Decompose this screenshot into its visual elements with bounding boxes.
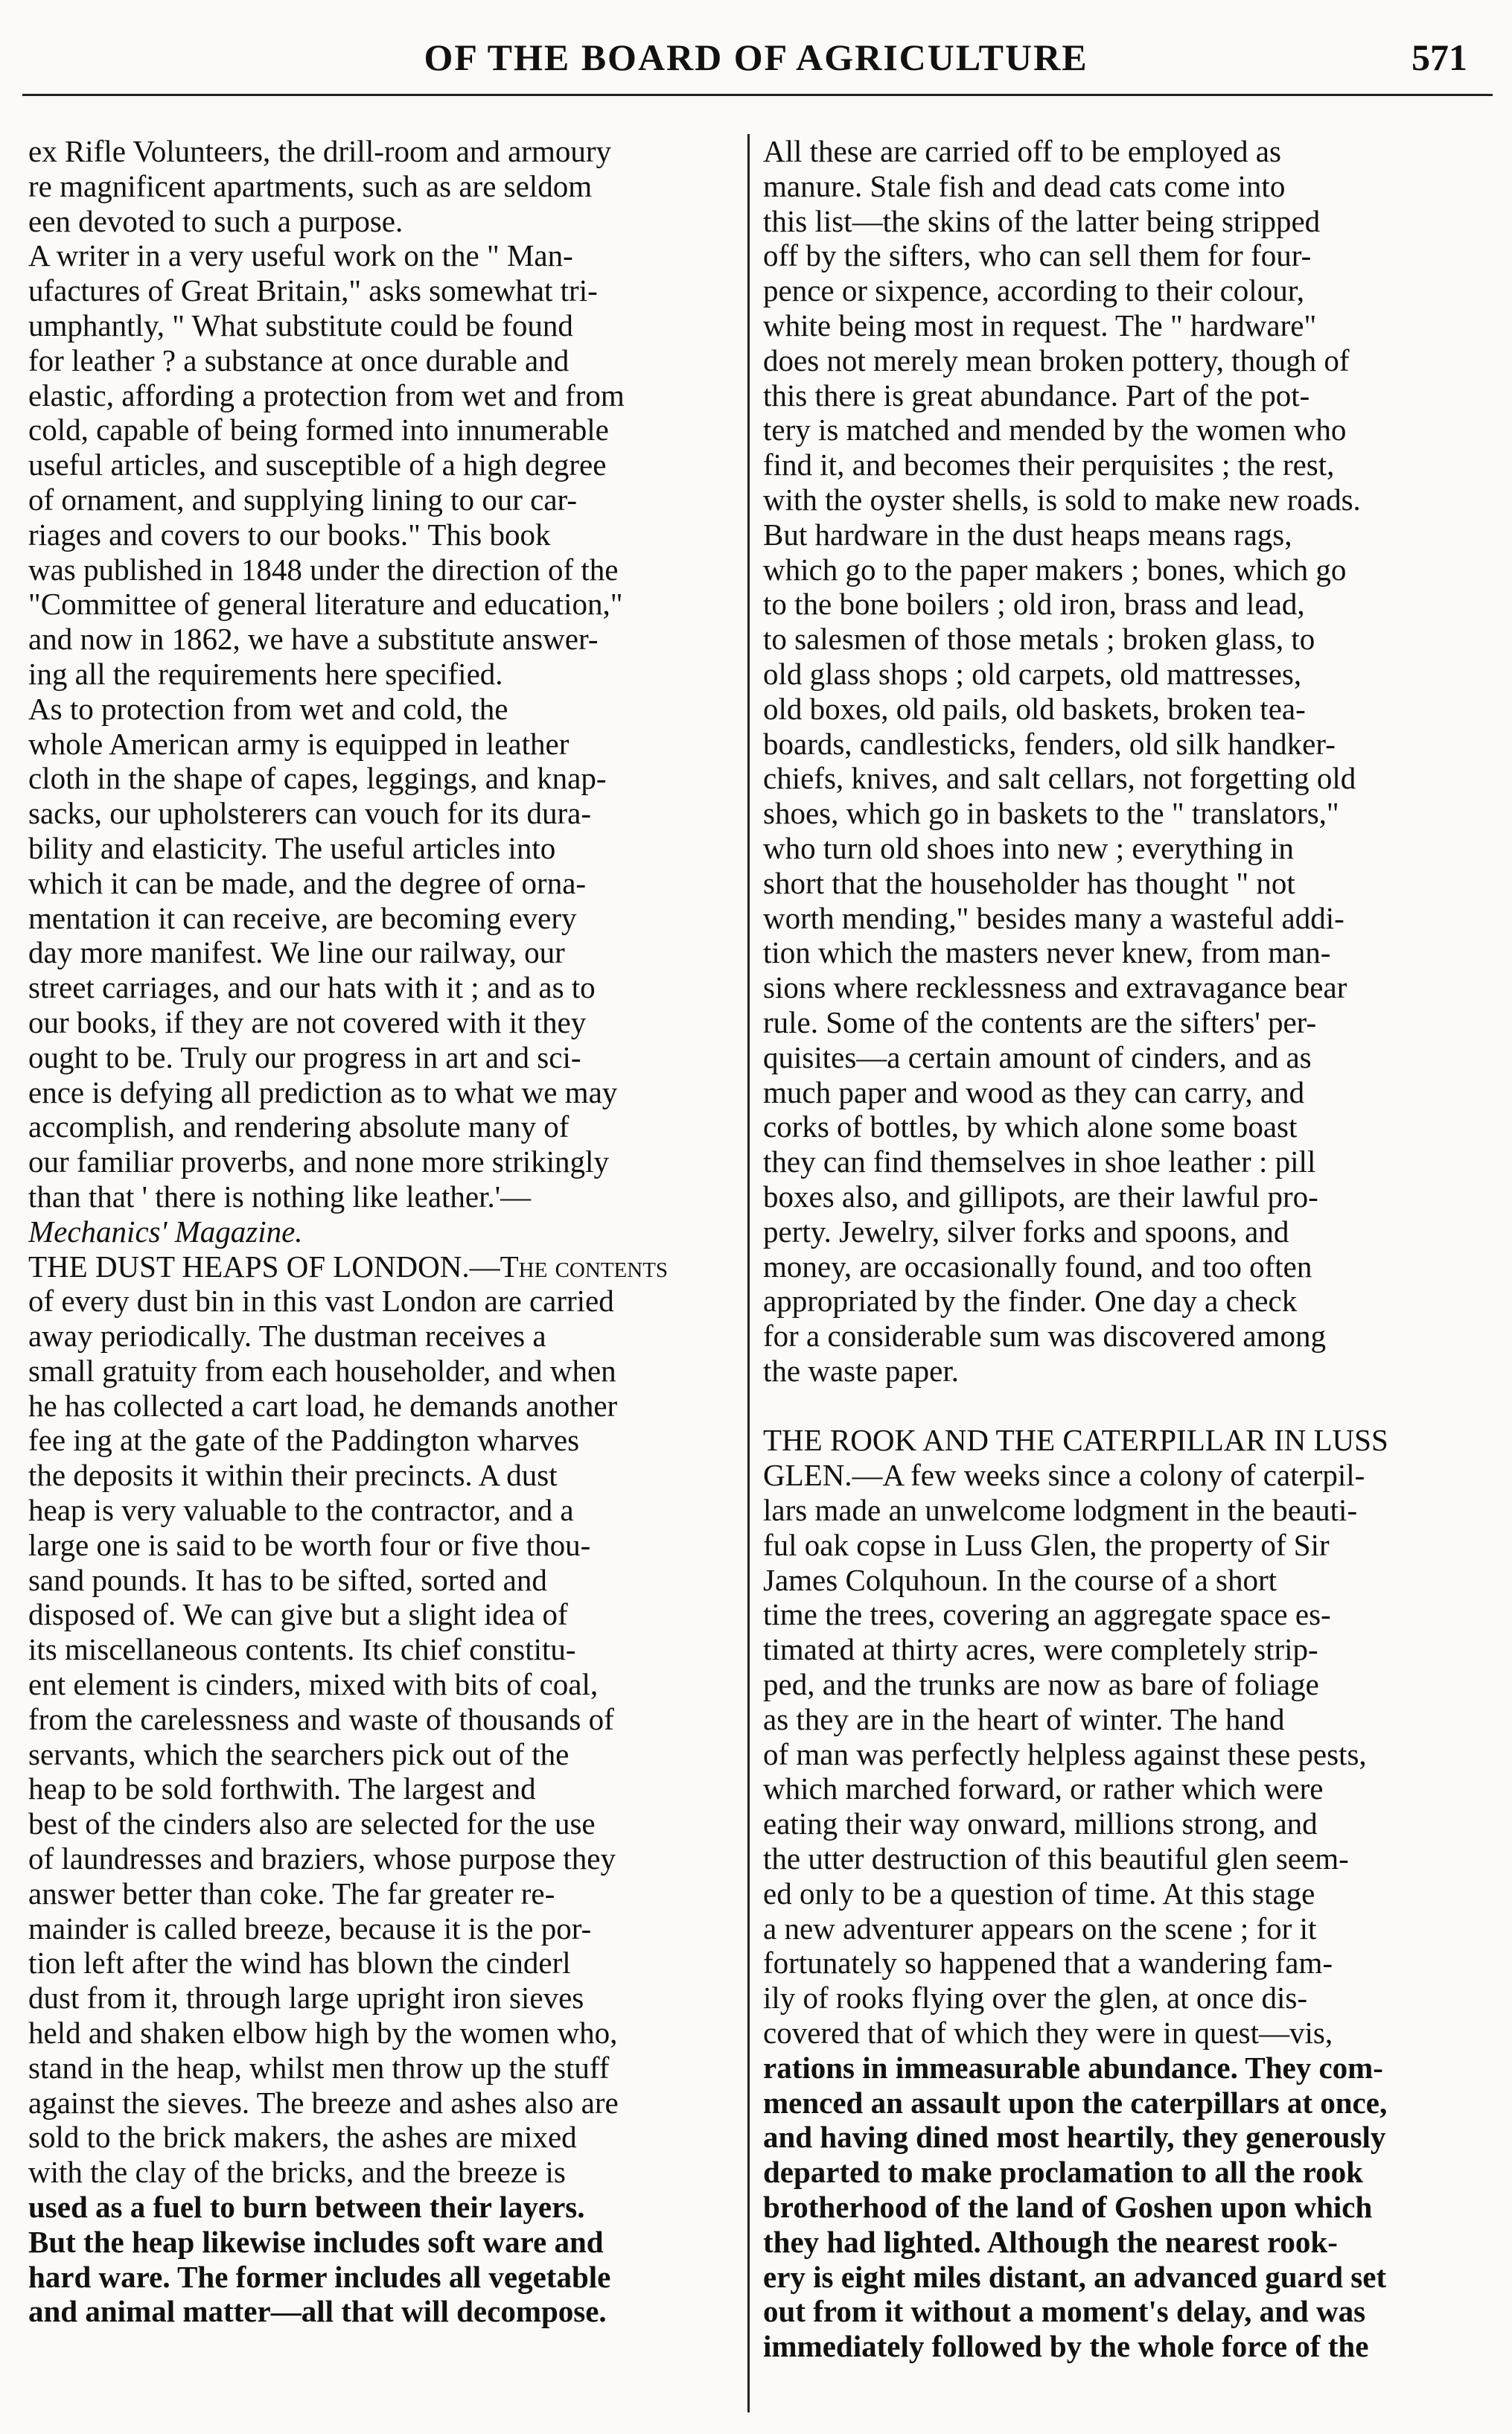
text-line: does not merely mean broken pottery, though of	[763, 343, 1350, 377]
text-line: held and shaken elbow high by the women who,	[28, 2016, 618, 2051]
text-line: rule. Some of the contents are the sifters' per-	[763, 1004, 1317, 1039]
text-line: with the oyster shells, is sold to make new roads.	[763, 482, 1361, 517]
text-line: away periodically. The dustman receives a	[28, 1319, 546, 1354]
text-line: lars made an unwelcome lodgment in the beauti-	[763, 1493, 1358, 1528]
text-line: ence is defying all prediction as to what we may	[28, 1074, 618, 1109]
text-line: off by the sifters, who can sell them for four-	[763, 238, 1312, 273]
text-line: old boxes, old pails, old baskets, broken tea-	[763, 691, 1306, 726]
text-line: brotherhood of the land of Goshen upon which	[763, 2190, 1373, 2225]
text-line: rations in immeasurable abundance. They com-	[763, 2050, 1383, 2085]
text-line: our familiar proverbs, and none more strikingly	[28, 1144, 609, 1179]
text-line: GLEN.—A few weeks since a colony of caterpil-	[763, 1458, 1365, 1493]
text-line: was published in 1848 under the direction of the	[28, 552, 619, 587]
text-line: eating their way onward, millions strong, and	[763, 1806, 1318, 1841]
text-line: tion which the masters never knew, from man-	[763, 935, 1331, 970]
header-rule	[22, 94, 1493, 96]
running-title: OF THE BOARD OF AGRICULTURE	[424, 36, 1088, 78]
text-line: the deposits it within their precincts. A dust	[28, 1458, 558, 1493]
text-line: ful oak copse in Luss Glen, the property of Sir	[763, 1527, 1330, 1562]
text-line: find it, and becomes their perquisites ; the rest,	[763, 447, 1335, 482]
text-line: manure. Stale fish and dead cats come into	[763, 168, 1286, 203]
text-line: our books, if they are not covered with it they	[28, 1004, 587, 1039]
text-line: street carriages, and our hats with it ; and as to	[28, 970, 596, 1005]
text-line: and now in 1862, we have a substitute answer-	[28, 622, 599, 657]
text-line: departed to make proclamation to all the rook	[763, 2155, 1363, 2190]
text-line: sions where recklessness and extravagance bear	[763, 970, 1347, 1005]
text-line: immediately followed by the whole force of the	[763, 2329, 1369, 2364]
text-line: perty. Jewelry, silver forks and spoons, and	[763, 1214, 1289, 1249]
right-column	[763, 134, 1478, 2364]
text-line: from the carelessness and waste of thousands of	[28, 1701, 614, 1736]
text-line: money, are occasionally found, and too often	[763, 1249, 1312, 1284]
text-line: ery is eight miles distant, an advanced guard set	[763, 2259, 1387, 2294]
text-line: time the trees, covering an aggregate space es-	[763, 1597, 1331, 1632]
text-line: large one is said to be worth four or five thou-	[28, 1527, 591, 1562]
text-line: re magnificent apartments, such as are seldom	[28, 168, 593, 203]
text-line: of ornament, and supplying lining to our car-	[28, 482, 578, 517]
text-line: hard ware. The former includes all vegetable	[28, 2259, 611, 2294]
text-line: this there is great abundance. Part of the pot-	[763, 377, 1310, 412]
text-line: they can find themselves in shoe leather : pill	[763, 1144, 1316, 1179]
text-line: covered that of which they were in quest—vis,	[763, 2016, 1333, 2051]
text-line: useful articles, and susceptible of a high degree	[28, 447, 607, 482]
text-line: short that the householder has thought " not	[763, 865, 1295, 900]
text-line: All these are carried off to be employed as	[763, 134, 1281, 168]
text-line: een devoted to such a purpose.	[28, 203, 403, 238]
text-line: which marched forward, or rather which were	[763, 1771, 1324, 1806]
column-divider	[747, 134, 750, 2412]
text-line: which it can be made, and the degree of orna-	[28, 865, 587, 900]
text-line: sand pounds. It has to be sifted, sorted and	[28, 1562, 547, 1597]
text-line: cloth in the shape of capes, leggings, and knap-	[28, 761, 607, 796]
text-line: small gratuity from each householder, and when	[28, 1353, 616, 1388]
text-line: timated at thirty acres, were completely strip-	[763, 1632, 1318, 1667]
text-line: But the heap likewise includes soft ware and	[28, 2224, 604, 2259]
text-line: whole American army is equipped in leather	[28, 726, 570, 761]
text-line: the utter destruction of this beautiful glen seem-	[763, 1841, 1349, 1876]
text-line: of man was perfectly helpless against these pests,	[763, 1736, 1367, 1771]
text-line: out from it without a moment's delay, and was	[763, 2294, 1366, 2329]
text-line: fee ing at the gate of the Paddington wharves	[28, 1423, 580, 1458]
text-line: But hardware in the dust heaps means rags,	[763, 517, 1292, 552]
text-line: accomplish, and rendering absolute many of	[28, 1109, 570, 1144]
text-line: of every dust bin in this vast London are carried	[28, 1284, 614, 1319]
text-line: answer better than coke. The far greater re-	[28, 1876, 555, 1911]
text-line: cold, capable of being formed into innumerable	[28, 412, 609, 447]
text-line: bility and elasticity. The useful articles into	[28, 830, 556, 865]
text-line: ought to be. Truly our progress in art and sci-	[28, 1039, 581, 1074]
text-line: which go to the paper makers ; bones, which go	[763, 552, 1347, 587]
text-line: used as a fuel to burn between their layers.	[28, 2190, 585, 2225]
text-line: boxes also, and gillipots, are their lawful pro-	[763, 1179, 1318, 1214]
text-line: and having dined most heartily, they generously	[763, 2120, 1386, 2155]
text-line: as they are in the heart of winter. The hand	[763, 1701, 1285, 1736]
text-line: the waste paper.	[763, 1353, 959, 1388]
text-line: ing all the requirements here specified.	[28, 656, 503, 691]
text-line: to the bone boilers ; old iron, brass and lead,	[763, 587, 1305, 622]
text-line: quisites—a certain amount of cinders, and as	[763, 1039, 1312, 1074]
text-line: he has collected a cart load, he demands another	[28, 1388, 618, 1423]
text-line: sacks, our upholsterers can vouch for its dura-	[28, 796, 591, 831]
text-line: THE ROOK AND THE CATERPILLAR IN LUSS	[763, 1423, 1388, 1458]
text-line: shoes, which go in baskets to the " translators,"	[763, 796, 1339, 831]
text-line: James Colquhoun. In the course of a short	[763, 1562, 1277, 1597]
text-line: heap is very valuable to the contractor, and a	[28, 1493, 574, 1528]
text-line: ent element is cinders, mixed with bits of coal,	[28, 1667, 599, 1702]
text-line: boards, candlesticks, fenders, old silk handker-	[763, 726, 1336, 761]
text-line: white being most in request. The " hardware"	[763, 308, 1317, 343]
text-line: heap to be sold forthwith. The largest and	[28, 1771, 536, 1806]
text-line: its miscellaneous contents. Its chief constitu-	[28, 1632, 576, 1667]
text-line: for a considerable sum was discovered among	[763, 1319, 1326, 1354]
text-line: mainder is called breeze, because it is the por-	[28, 1911, 592, 1946]
text-line: dust from it, through large upright iron sieves	[28, 1981, 584, 2016]
text-line: ufactures of Great Britain," asks somewhat tri-	[28, 273, 598, 308]
text-line: to salesmen of those metals ; broken glass, to	[763, 622, 1315, 657]
text-line: ed only to be a question of time. At this stage	[763, 1876, 1315, 1911]
text-line: Mechanics' Magazine.	[28, 1214, 303, 1249]
text-line: ped, and the trunks are now as bare of foliage	[763, 1667, 1319, 1702]
text-line: day more manifest. We line our railway, our	[28, 935, 565, 970]
text-line: for leather ? a substance at once durable and	[28, 343, 570, 377]
text-line: with the clay of the bricks, and the breeze is	[28, 2155, 566, 2190]
text-line: who turn old shoes into new ; everything in	[763, 830, 1294, 865]
text-line: As to protection from wet and cold, the	[28, 691, 508, 726]
page-number: 571	[1411, 36, 1467, 78]
text-line: riages and covers to our books." This book	[28, 517, 551, 552]
text-line: and animal matter—all that will decompose.	[28, 2294, 607, 2329]
text-line: chiefs, knives, and salt cellars, not forgetting old	[763, 761, 1356, 796]
text-line: A writer in a very useful work on the " Man-	[28, 238, 573, 273]
text-line: servants, which the searchers pick out of the	[28, 1736, 570, 1771]
text-line: best of the cinders also are selected for the use	[28, 1806, 596, 1841]
text-line: tion left after the wind has blown the cinderl	[28, 1946, 571, 1981]
text-line: mentation it can receive, are becoming every	[28, 900, 577, 935]
text-line: pence or sixpence, according to their colour,	[763, 273, 1304, 308]
text-line: old glass shops ; old carpets, old mattresses,	[763, 656, 1302, 691]
left-column	[28, 134, 743, 2329]
text-line: ex Rifle Volunteers, the drill-room and armoury	[28, 134, 612, 168]
text-line: menced an assault upon the caterpillars at once,	[763, 2085, 1388, 2120]
text-line: sold to the brick makers, the ashes are mixed	[28, 2120, 577, 2155]
text-line: fortunately so happened that a wandering fam-	[763, 1946, 1333, 1981]
text-line: of laundresses and braziers, whose purpose they	[28, 1841, 616, 1876]
text-line: ily of rooks flying over the glen, at once dis-	[763, 1981, 1307, 2016]
text-line: "Committee of general literature and education,"	[28, 587, 623, 622]
text-line: against the sieves. The breeze and ashes also are	[28, 2085, 619, 2120]
text-line: worth mending," besides many a wasteful addi-	[763, 900, 1344, 935]
page-header	[0, 36, 1512, 88]
blank-line	[763, 1389, 1478, 1424]
text-line: this list—the skins of the latter being stripped	[763, 203, 1321, 238]
text-line: THE DUST HEAPS OF LONDON.—The contents	[28, 1249, 669, 1284]
text-line: stand in the heap, whilst men throw up the stuff	[28, 2050, 610, 2085]
text-line: umphantly, " What substitute could be found	[28, 308, 573, 343]
text-line: they had lighted. Although the nearest rook-	[763, 2224, 1338, 2259]
text-line: corks of bottles, by which alone some boast	[763, 1109, 1298, 1144]
text-line: elastic, affording a protection from wet and from	[28, 377, 625, 412]
text-line: much paper and wood as they can carry, and	[763, 1074, 1305, 1109]
text-line: a new adventurer appears on the scene ; for it	[763, 1911, 1317, 1946]
text-line: than that ' there is nothing like leather.'—	[28, 1179, 532, 1214]
text-line: tery is matched and mended by the women who	[763, 412, 1347, 447]
text-line: appropriated by the finder. One day a check	[763, 1284, 1298, 1319]
text-line: disposed of. We can give but a slight idea of	[28, 1597, 568, 1632]
